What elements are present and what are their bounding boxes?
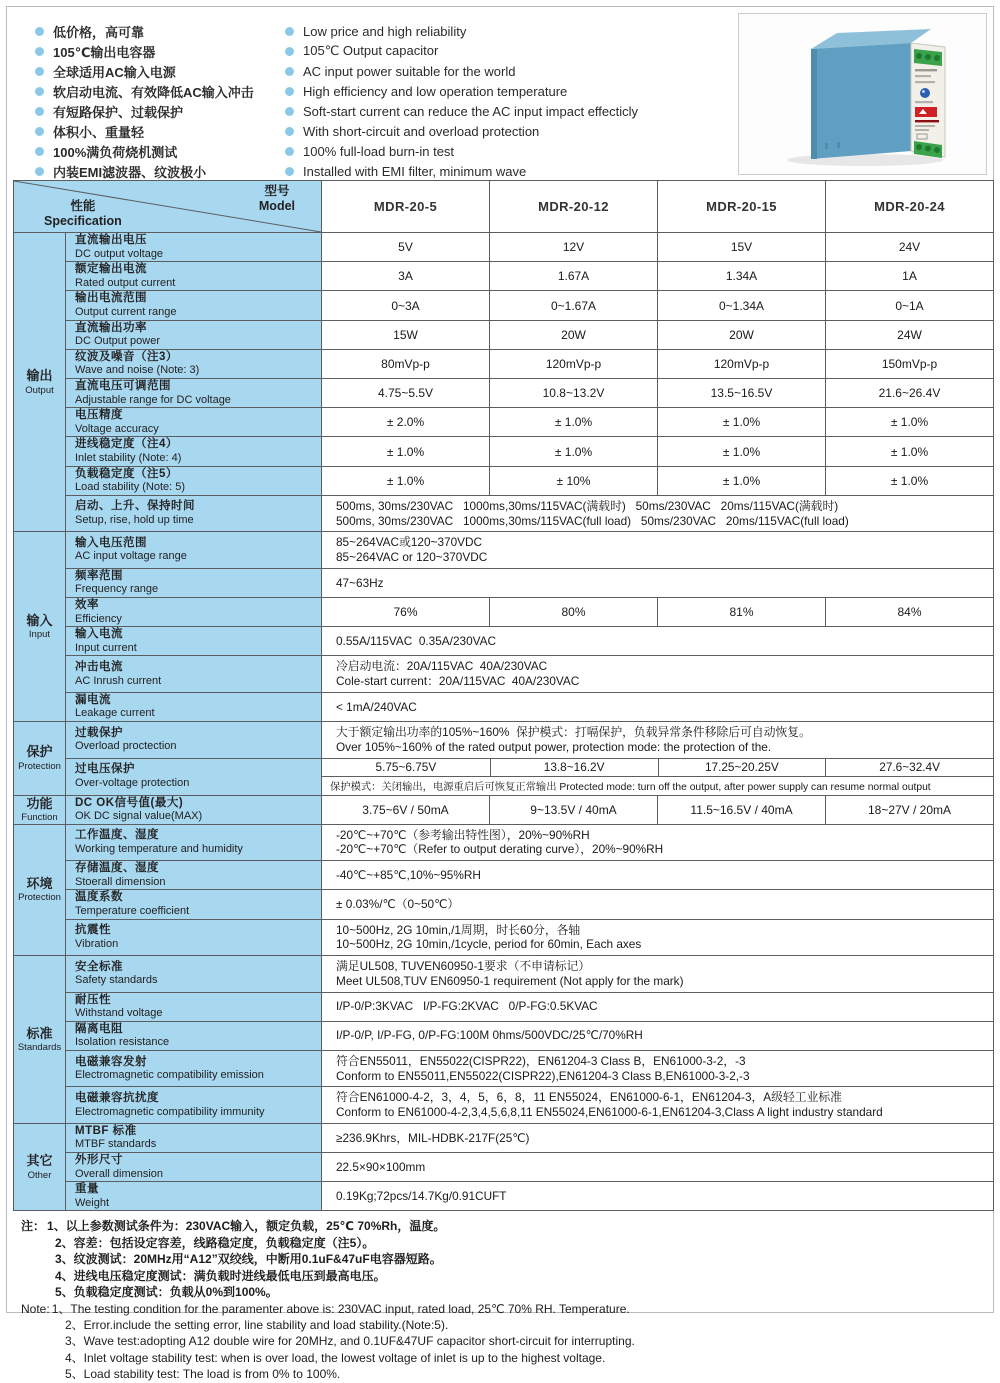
value-cell: ± 1.0% [322,466,490,495]
value-cell: 24V [826,233,994,262]
feature-item [285,141,738,161]
note-line: 2、Error.include the setting error, line stability and load stability.(Note:5). [65,1317,449,1332]
table-row [14,568,994,597]
row-label: 频率范围 Frequency range [66,568,322,597]
value-cell: 150mVp-p [826,349,994,378]
feature-text: 全球适用AC输入电源 [53,64,176,80]
value-cell: 18~27V / 20mA [826,795,994,824]
row-label: 过电压保护 Over-voltage protection [66,758,322,795]
feature-item [35,41,285,61]
value-cell: 15W [322,320,490,349]
value-line: 冷启动电流：20A/115VAC 40A/230VAC [336,659,548,674]
feature-item [35,81,285,101]
feature-item [35,21,285,41]
bullet-icon [35,127,44,136]
row-label: 漏电流 Leakage current [66,692,322,721]
value-cell: 20W [490,320,658,349]
row-label: 直流输出电压 DC output voltage [66,233,322,262]
feature-item [35,161,285,181]
merged-value-cell [322,919,994,955]
table-row [14,291,994,320]
value-cell: 3.75~6V / 50mA [322,795,490,824]
bullet-icon [285,167,294,176]
bullet-icon [35,147,44,156]
table-row [14,758,994,795]
merged-value-cell [322,722,994,758]
merged-value-cell [322,956,994,992]
feature-text: Low price and high reliability [303,23,467,39]
feature-item [285,41,738,61]
feature-item [285,61,738,81]
feature-item [35,61,285,81]
row-label: 进线稳定度（注4） Inlet stability (Note: 4) [66,437,322,466]
notes-zh [21,1218,987,1300]
row-label: 输入电流 Input current [66,627,322,656]
bullet-icon [285,127,294,136]
value-cell: 120mVp-p [658,349,826,378]
merged-value-cell [322,1021,994,1050]
value-line: 85~264VAC或120~370VDC [336,535,483,550]
bullet-icon [35,27,44,36]
bullet-icon [35,47,44,56]
value-cell: 27.6~32.4V [825,759,993,776]
feature-text: AC input power suitable for the world [303,63,516,79]
note-prefix: Note: [21,1301,50,1316]
value-line: 500ms, 30ms/230VAC 1000ms,30ms/115VAC(满载时) 50ms/230VAC 20ms/115VAC(满载时) [336,498,839,513]
row-label: 温度系数 Temperature coefficient [66,890,322,919]
row-label: 输入电压范围 AC input voltage range [66,532,322,568]
table-row [14,349,994,378]
row-label: 效率 Efficiency [66,597,322,626]
value-cell: 4.75~5.5V [322,379,490,408]
device-body [811,43,911,159]
bullet-icon [285,87,294,96]
feature-text: 内装EMI滤波器、纹波极小 [53,164,207,180]
value-cell: 12V [490,233,658,262]
value-cell: ± 2.0% [322,408,490,437]
din-rail-power-supply-image [745,19,980,169]
bullet-icon [285,27,294,36]
value-cell: 13.8~16.2V [490,759,658,776]
value-cell: 10.8~13.2V [490,379,658,408]
value-cell: 80% [490,597,658,626]
feature-text: 100%满负荷烧机测试 [53,144,178,160]
value-cell: 11.5~16.5V / 40mA [658,795,826,824]
table-row [14,861,994,890]
row-label: 隔离电阻 Isolation resistance [66,1021,322,1050]
model-spec-header-cell [14,181,322,233]
note-line: 注： 1、以上参数测试条件为：230VAC输入，额定负载，25℃ 70%Rh，温度。 [21,1219,446,1234]
value-cell-split [322,758,994,795]
section-label: 环境 Protection [14,824,66,955]
value-line: 符合EN61000-4-2，3，4，5，6，8，11 EN55024，EN61000-6-1，EN61204-3，A级轻工业标准 [336,1090,842,1105]
value-cell: 5.75~6.75V [375,760,437,775]
bullet-icon [35,167,44,176]
value-line: < 1mA/240VAC [336,699,417,714]
value-cell: 84% [826,597,994,626]
value-cell: 1.67A [490,262,658,291]
value-cell: 120mVp-p [490,349,658,378]
row-label: 额定输出电流 Rated output current [66,262,322,291]
mw-logo-icon [915,107,937,117]
feature-text: Soft-start current can reduce the AC input impact effecticly [303,103,639,119]
value-cell: ± 10% [490,466,658,495]
merged-value-cell [322,861,994,890]
bullet-icon [285,147,294,156]
value-line: Over 105%~160% of the rated output power, protection mode: the protection of the. [336,739,772,754]
column-header-model: MDR-20-5 [322,181,490,233]
bullet-icon [35,67,44,76]
row-label: 纹波及噪音（注3） Wave and noise (Note: 3) [66,349,322,378]
value-line: -20℃~+70℃（参考输出特性图），20%~90%RH [336,827,590,842]
value-cell: 1.34A [658,262,826,291]
row-label: 耐压性 Withstand voltage [66,992,322,1021]
table-row [14,532,994,568]
feature-item [35,101,285,121]
feature-item [285,161,738,181]
feature-text: Installed with EMI filter, minimum wave [303,163,527,179]
product-photo [738,13,987,175]
value-cell: 80mVp-p [322,349,490,378]
table-row [14,320,994,349]
value-line: 0.55A/115VAC 0.35A/230VAC [336,633,497,648]
value-cell: 76% [322,597,490,626]
notes-section [13,1218,987,1382]
table-row [14,956,994,992]
value-cell: ± 1.0% [490,437,658,466]
value-cell: 9~13.5V / 40mA [490,795,658,824]
merged-value-cell [322,568,994,597]
feature-section [13,13,987,180]
bullet-icon [285,47,294,56]
feature-item [285,121,738,141]
row-label: DC OK信号值(最大) OK DC signal value(MAX) [66,795,322,824]
value-cell: 0~1.34A [658,291,826,320]
note-prefix: 注： [21,1219,46,1234]
merged-value-cell [322,1153,994,1182]
value-cell: 0~1A [826,291,994,320]
value-line: 0.19Kg;72pcs/14.7Kg/0.91CUFT [336,1189,507,1204]
value-line: 10~500Hz, 2G 10min,/1cycle, period for 60min, Each axes [336,937,642,952]
value-line: 符合EN55011，EN55022(CISPR22)，EN61204-3 Class B，EN61000-3-2，-3 [336,1053,746,1068]
notes-en [21,1301,987,1383]
merged-value-cell [322,627,994,656]
value-line: 85~264VAC or 120~370VDC [336,550,488,565]
merged-value-cell [322,495,994,531]
table-row [14,1087,994,1123]
merged-value-cell [322,692,994,721]
note-line: 5、负载稳定度测试：负载从0%到100%。 [55,1285,278,1300]
voltage-adjust-knob-icon [920,88,930,98]
value-line: 500ms, 30ms/230VAC 1000ms,30ms/115VAC(full load) 50ms/230VAC 20ms/115VAC(full load) [336,513,849,528]
row-label: MTBF 标准 MTBF standards [66,1123,322,1152]
value-cell: 0~1.67A [490,291,658,320]
table-row [14,919,994,955]
merged-value-cell [322,824,994,860]
bullet-icon [35,87,44,96]
row-label: 直流输出功率 DC Output power [66,320,322,349]
value-line: Cole-start current：20A/115VAC 40A/230VAC [336,674,580,689]
merged-value-cell [322,1087,994,1123]
feature-text: 100% full-load burn-in test [303,143,455,159]
table-row [14,437,994,466]
value-cell: 5V [322,233,490,262]
table-header-row [14,181,994,233]
merged-value-cell [322,532,994,568]
table-row [14,1182,994,1211]
merged-value-cell [322,1123,994,1152]
feature-text: 有短路保护、过载保护 [53,104,184,120]
row-label: 电磁兼容发射 Electromagnetic compatibility emission [66,1050,322,1086]
section-label: 标准 Standards [14,956,66,1124]
table-row [14,722,994,758]
model-header-label: 型号 Model [258,184,295,213]
merged-value-cell [322,1050,994,1086]
row-label: 安全标准 Safety standards [66,956,322,992]
value-cell: ± 1.0% [322,437,490,466]
feature-item [35,141,285,161]
feature-item [285,21,738,41]
row-label: 启动、上升、保持时间 Setup, rise, hold up time [66,495,322,531]
feature-text: With short-circuit and overload protection [303,123,540,139]
row-label: 输出电流范围 Output current range [66,291,322,320]
section-label: 功能 Function [14,795,66,824]
table-row [14,262,994,291]
value-cell: 0~3A [322,291,490,320]
row-label: 直流电压可调范围 Adjustable range for DC voltage [66,379,322,408]
value-cell: ± 1.0% [490,408,658,437]
value-line: 大于额定输出功率的105%~160% 保护模式：打嗝保护，负载异常条件移除后可自动恢复。 [336,725,811,740]
note-line: 2、容差：包括设定容差，线路稳定度，负载稳定度（注5）。 [55,1235,375,1250]
row-label: 工作温度、湿度 Working temperature and humidity [66,824,322,860]
value-line: I/P-0/P, I/P-FG, 0/P-FG:100M 0hms/500VDC/25℃/70%RH [336,1028,643,1043]
value-line: 22.5×90×100mm [336,1159,426,1174]
spec-header-label: 性能 Specification [44,199,122,228]
feature-item [285,101,738,121]
row-label: 冲击电流 AC Inrush current [66,656,322,692]
column-header-model: MDR-20-12 [490,181,658,233]
row-label: 负载稳定度（注5） Load stability (Note: 5) [66,466,322,495]
feature-text: 体积小、重量轻 [53,124,145,140]
value-line: ± 0.03%/℃（0~50℃） [336,897,460,912]
table-row [14,379,994,408]
table-row [14,495,994,531]
note-line: Note: 1、The testing condition for the paramenter above is: 230VAC input, rated load, 25℃ 70% RH. Temperature. [21,1301,630,1316]
value-cell: 13.5~16.5V [658,379,826,408]
value-cell: ± 1.0% [826,437,994,466]
value-cell: 21.6~26.4V [826,379,994,408]
feature-text: 软启动电流、有效降低AC输入冲击 [53,84,254,100]
note-line: 3、纹波测试：20MHz用“A12”双绞线，中断用0.1uF&47uF电容器短路。 [55,1252,442,1267]
feature-text: High efficiency and low operation temperature [303,83,568,99]
section-label: 输出 Output [14,233,66,532]
feature-item [285,81,738,101]
bullet-icon [285,67,294,76]
spec-table [13,180,994,1211]
table-row [14,890,994,919]
row-label: 电压精度 Voltage accuracy [66,408,322,437]
value-cell: 81% [658,597,826,626]
value-cell: 17.25~20.25V [658,759,826,776]
value-cell: ± 1.0% [826,466,994,495]
note-line: 4、进线电压稳定度测试：满负载时进线最低电压到最高电压。 [55,1268,386,1283]
feature-list-zh [13,13,285,180]
value-line: I/P-0/P:3KVAC I/P-FG:2KVAC 0/P-FG:0.5KVAC [336,999,598,1014]
note-line: 4、Inlet voltage stability test: when is over load, the lowest voltage of inlet is up to the highest voltage. [65,1350,606,1365]
section-label: 保护 Protection [14,722,66,795]
feature-text: 105℃输出电容器 [53,44,156,60]
merged-value-cell [322,1182,994,1211]
value-cell: 24W [826,320,994,349]
value-line: Meet UL508,TUV EN60950-1 requirement (Not apply for the mark) [336,973,684,988]
value-cell: ± 1.0% [658,437,826,466]
value-line: 10~500Hz, 2G 10min,/1周期，时长60分，各轴 [336,922,581,937]
column-header-model: MDR-20-24 [826,181,994,233]
row-label: 抗震性 Vibration [66,919,322,955]
row-label: 电磁兼容抗扰度 Electromagnetic compatibility immunity [66,1087,322,1123]
value-line: 47~63Hz [336,575,384,590]
table-row [14,1050,994,1086]
value-line: ≥236.9Khrs，MIL-HDBK-217F(25℃) [336,1130,530,1145]
merged-value-cell [322,656,994,692]
value-cell: ± 1.0% [826,408,994,437]
value-cell: ± 1.0% [658,408,826,437]
table-row [14,466,994,495]
value-cell: 20W [658,320,826,349]
table-row [14,408,994,437]
feature-text: 105℃ Output capacitor [303,43,439,58]
table-row [14,627,994,656]
table-row [14,656,994,692]
table-row [14,692,994,721]
note-line: 5、Load stability test: The load is from 0% to 100%. [65,1367,341,1382]
feature-list-en [285,13,738,177]
table-row [14,795,994,824]
merged-value-cell [322,992,994,1021]
note-line: 3、Wave test:adopting A12 double wire for 20MHz, and 0.1UF&47UF capacitor short-circuit for interrupting. [65,1334,635,1349]
section-label: 输入 Input [14,532,66,722]
table-row [14,1021,994,1050]
value-note: 保护模式：关闭输出，电源重启后可恢复正常输出 Protected mode: turn off the output, after power supply can resume normal output [322,776,993,795]
feature-text: 低价格，高可靠 [53,24,145,40]
feature-item [35,121,285,141]
table-row [14,992,994,1021]
value-cell: 1A [826,262,994,291]
value-line: Conform to EN55011,EN55022(CISPR22),EN61204-3 Class B,EN61000-3-2,-3 [336,1068,750,1083]
section-label: 其它 Other [14,1123,66,1211]
value-cell: 15V [658,233,826,262]
bullet-icon [285,107,294,116]
value-line: -40℃~+85℃,10%~95%RH [336,867,481,882]
table-row [14,597,994,626]
merged-value-cell [322,890,994,919]
table-row [14,1153,994,1182]
row-label: 重量 Weight [66,1182,322,1211]
table-row [14,233,994,262]
value-line: 满足UL508, TUVEN60950-1要求（不申请标记） [336,959,591,974]
table-row [14,824,994,860]
value-line: Conform to EN61000-4-2,3,4,5,6,8,11 EN55024,EN61000-6-1,EN61204-3,Class A light industry standard [336,1105,883,1120]
table-row [14,1123,994,1152]
value-line: -20℃~+70℃（Refer to output derating curve），20%~90%RH [336,842,664,857]
value-cell: ± 1.0% [658,466,826,495]
column-header-model: MDR-20-15 [658,181,826,233]
row-label: 存储温度、湿度 Stoerall dimension [66,861,322,890]
row-label: 外形尺寸 Overall dimension [66,1153,322,1182]
bullet-icon [35,107,44,116]
datasheet-page [6,6,994,1382]
row-label: 过载保护 Overload proctection [66,722,322,758]
value-cell: 3A [322,262,490,291]
